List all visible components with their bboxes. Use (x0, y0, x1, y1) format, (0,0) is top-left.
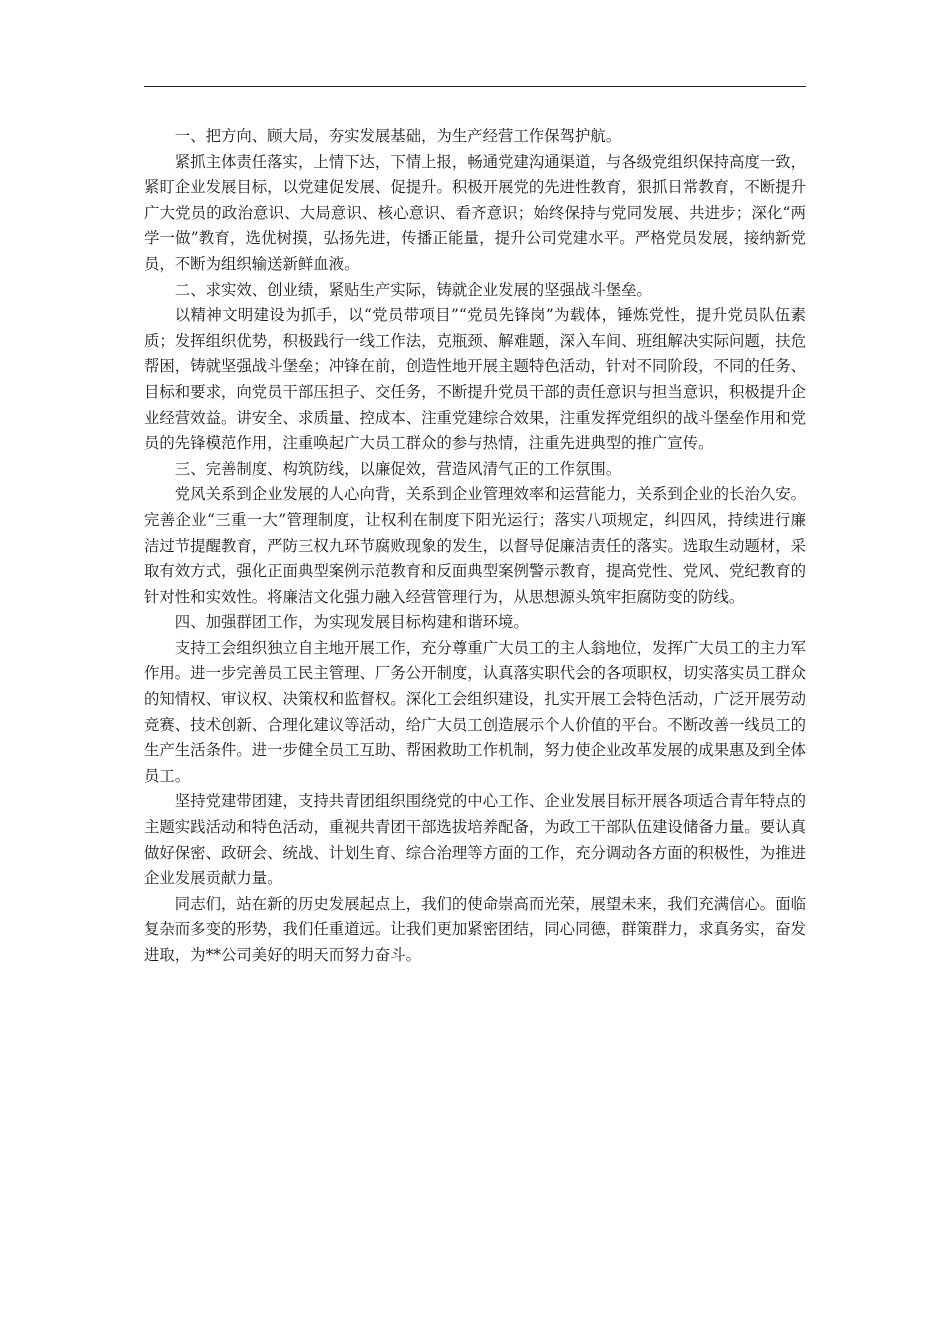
heading-4: 四、加强群团工作，为实现发展目标构建和谐环境。 (174, 613, 529, 632)
heading-1: 一、把方向、顾大局，夯实发展基础，为生产经营工作保驾护航。 (174, 127, 622, 145)
document-body (144, 124, 806, 969)
header-rule (144, 86, 806, 87)
paragraph: 坚持党建带团建，支持共青团组织围绕党的中心工作、企业发展目标开展各项适合青年特点的主题实践活动和特色活动，重视共青团干部选拔培养配备，为政工干部队伍建设储备力量。要认真做好保密、政研会、统战、计划生育、综合治理等方面的工作，充分调动各方面的积极性，为推进企业发展贡献力量。 (144, 792, 806, 888)
paragraph: 党风关系到企业发展的人心向背，关系到企业管理效率和运营能力，关系到企业的长治久安。完善企业“三重一大”管理制度，让权利在制度下阳光运行；落实八项规定，纠四风，持续进行廉洁过节提醒教育，严防三权九环节腐败现象的发生，以督导促廉洁责任的落实。选取生动题材，采取有效方式，强化正面典型案例示范教育和反面典型案例警示教育，提高党性、党风、党纪教育的针对性和实效性。将廉洁文化强力融入经营管理行为，从思想源头筑牢拒腐防变的防线。 (144, 485, 806, 606)
paragraph: 紧抓主体责任落实，上情下达，下情上报，畅通党建沟通渠道，与各级党组织保持高度一致，紧盯企业发展目标，以党建促发展、促提升。积极开展党的先进性教育，狠抓日常教育，不断提升广大党员的政治意识、大局意识、核心意识、看齐意识；始终保持与党同发展、共进步；深化“两学一做”教育，选优树摸，弘扬先进，传播正能量，提升公司党建水平。严格党员发展，接纳新党员，不断为组织输送新鲜血液。 (144, 152, 806, 273)
heading-2: 二、求实效、创业绩，紧贴生产实际，铸就企业发展的坚强战斗堡垒。 (174, 280, 652, 299)
paragraph: 以精神文明建设为抓手，以“党员带项目”“党员先锋岗”为载体，锤炼党性，提升党员队伍素质；发挥组织优势，积极践行一线工作法，克瓶颈、解难题，深入车间、班组解决实际问题，扶危帮困，铸就坚强战斗堡垒；冲锋在前，创造性地开展主题特色活动，针对不同阶段，不同的任务、目标和要求，向党员干部压担子、交任务，不断提升党员干部的责任意识与担当意识，积极提升企业经营效益。讲安全、求质量、控成本、注重党建综合效果，注重发挥党组织的战斗堡垒作用和党员的先锋模范作用，注重唤起广大员工群众的参与热情，注重先进典型的推广宣传。 (144, 306, 806, 453)
closing-paragraph: 同志们，站在新的历史发展起点上，我们的使命崇高而光荣，展望未来，我们充满信心。面临复杂而多变的形势，我们任重道远。让我们更加紧密团结，同心同德，群策群力，求真务实，奋发进取，为**公司美好的明天而努力奋斗。 (144, 894, 806, 964)
paragraph: 支持工会组织独立自主地开展工作，充分尊重广大员工的主人翁地位，发挥广大员工的主力军作用。进一步完善员工民主管理、厂务公开制度，认真落实职代会的各项职权，切实落实员工群众的知情权、审议权、决策权和监督权。深化工会组织建设，扎实开展工会特色活动，广泛开展劳动竞赛、技术创新、合理化建议等活动，给广大员工创造展示个人价值的平台。不断改善一线员工的生产生活条件。进一步健全员工互助、帮困救助工作机制，努力使企业改革发展的成果惠及到全体员工。 (144, 638, 806, 785)
heading-3: 三、完善制度、构筑防线，以廉促效，营造风清气正的工作氛围。 (174, 459, 622, 478)
